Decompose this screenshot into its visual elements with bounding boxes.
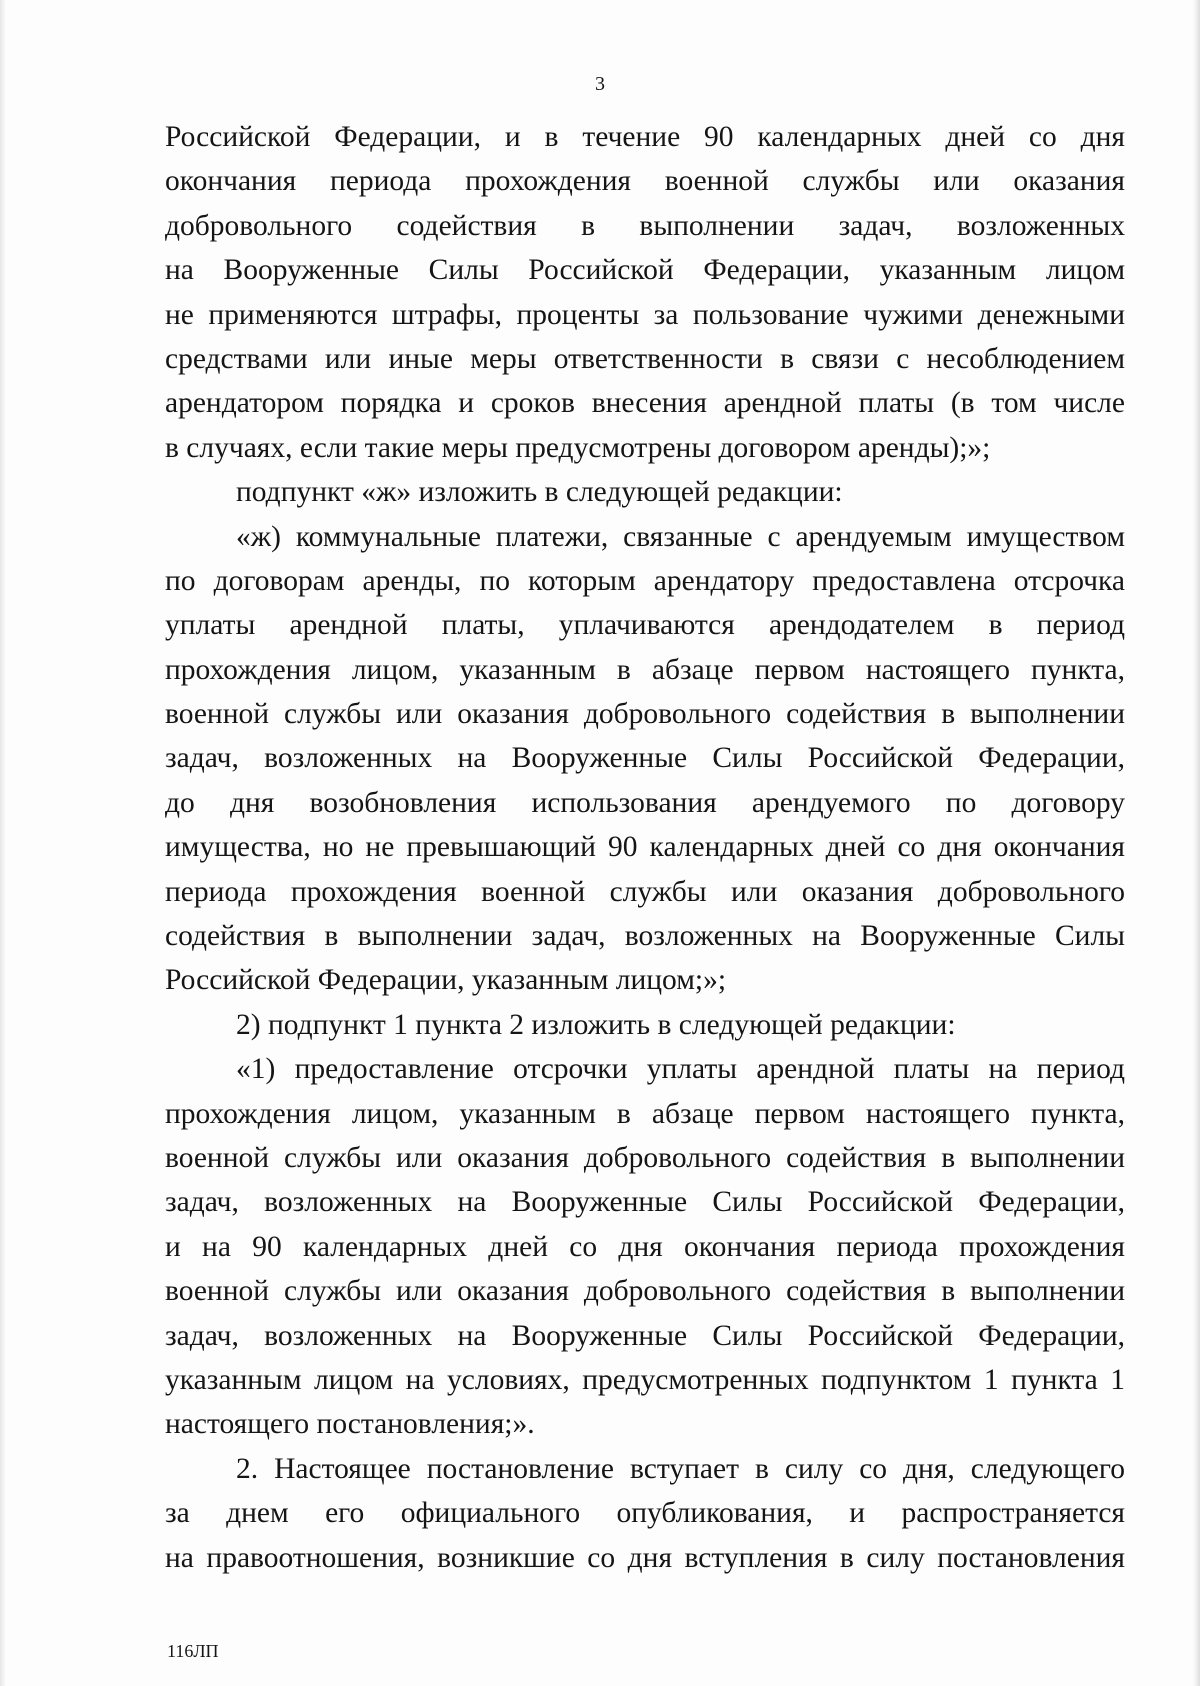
text-line: на правоотношения, возникшие со дня вступления в силу постановления (165, 1541, 1125, 1574)
paragraph-first-line: 2. Настоящее постановление вступает в силу со дня, следующего (236, 1452, 1125, 1485)
text-line: прохождения лицом, указанным в абзаце первом настоящего пункта, (165, 1097, 1125, 1130)
document-body (165, 115, 1125, 1580)
text-line: имущества, но не превышающий 90 календарных дней со дня окончания (165, 831, 1125, 864)
text-line: задач, возложенных на Вооруженные Силы Российской Федерации, (165, 1186, 1125, 1219)
text-line: периода прохождения военной службы или оказания добровольного (165, 875, 1125, 908)
scan-edge-right (1192, 0, 1200, 1686)
text-line: прохождения лицом, указанным в абзаце первом настоящего пункта, (165, 653, 1125, 686)
text-line: указанным лицом на условиях, предусмотренных подпунктом 1 пункта 1 (165, 1363, 1125, 1396)
text-line: уплаты арендной платы, уплачиваются арендодателем в период (165, 609, 1125, 642)
text-line: добровольного содействия в выполнении задач, возложенных (165, 209, 1125, 242)
text-line: содействия в выполнении задач, возложенных на Вооруженные Силы (165, 920, 1125, 953)
document-code: 116ЛП (167, 1641, 219, 1661)
text-line: военной службы или оказания добровольного содействия в выполнении (165, 1275, 1125, 1308)
text-line: арендатором порядка и сроков внесения арендной платы (в том числе (165, 387, 1125, 420)
text-line: настоящего постановления;». (165, 1408, 535, 1441)
text-line: за днем его официального опубликования, и распространяется (165, 1497, 1125, 1530)
paragraph-first-line: «ж) коммунальные платежи, связанные с арендуемым имуществом (236, 520, 1125, 553)
text-line: задач, возложенных на Вооруженные Силы Российской Федерации, (165, 742, 1125, 775)
text-line: не применяются штрафы, проценты за пользование чужими денежными (165, 298, 1125, 331)
text-line: военной службы или оказания добровольного содействия в выполнении (165, 698, 1125, 731)
text-line: Российской Федерации, и в течение 90 календарных дней со дня (165, 121, 1125, 153)
scan-edge-left (0, 0, 7, 1686)
text-line: на Вооруженные Силы Российской Федерации, указанным лицом (165, 254, 1125, 287)
text-line: задач, возложенных на Вооруженные Силы Российской Федерации, (165, 1319, 1125, 1352)
text-line: по договорам аренды, по которым арендатору предоставлена отсрочка (165, 564, 1125, 597)
page-number: 3 (595, 73, 605, 95)
text-line: Российской Федерации, указанным лицом;»; (165, 964, 727, 997)
text-line: до дня возобновления использования арендуемого по договору (165, 786, 1125, 819)
text-line: военной службы или оказания добровольного содействия в выполнении (165, 1141, 1125, 1174)
paragraph-first-line: 2) подпункт 1 пункта 2 изложить в следующей редакции: (236, 1008, 956, 1041)
text-line: в случаях, если такие меры предусмотрены договором аренды);»; (165, 431, 991, 464)
text-line: и на 90 календарных дней со дня окончания периода прохождения (165, 1230, 1125, 1263)
paragraph-first-line: подпункт «ж» изложить в следующей редакции: (236, 476, 843, 509)
text-line: средствами или иные меры ответственности в связи с несоблюдением (165, 342, 1125, 375)
paragraph-first-line: «1) предоставление отсрочки уплаты арендной платы на период (236, 1053, 1125, 1086)
text-line: окончания периода прохождения военной службы или оказания (165, 165, 1125, 198)
